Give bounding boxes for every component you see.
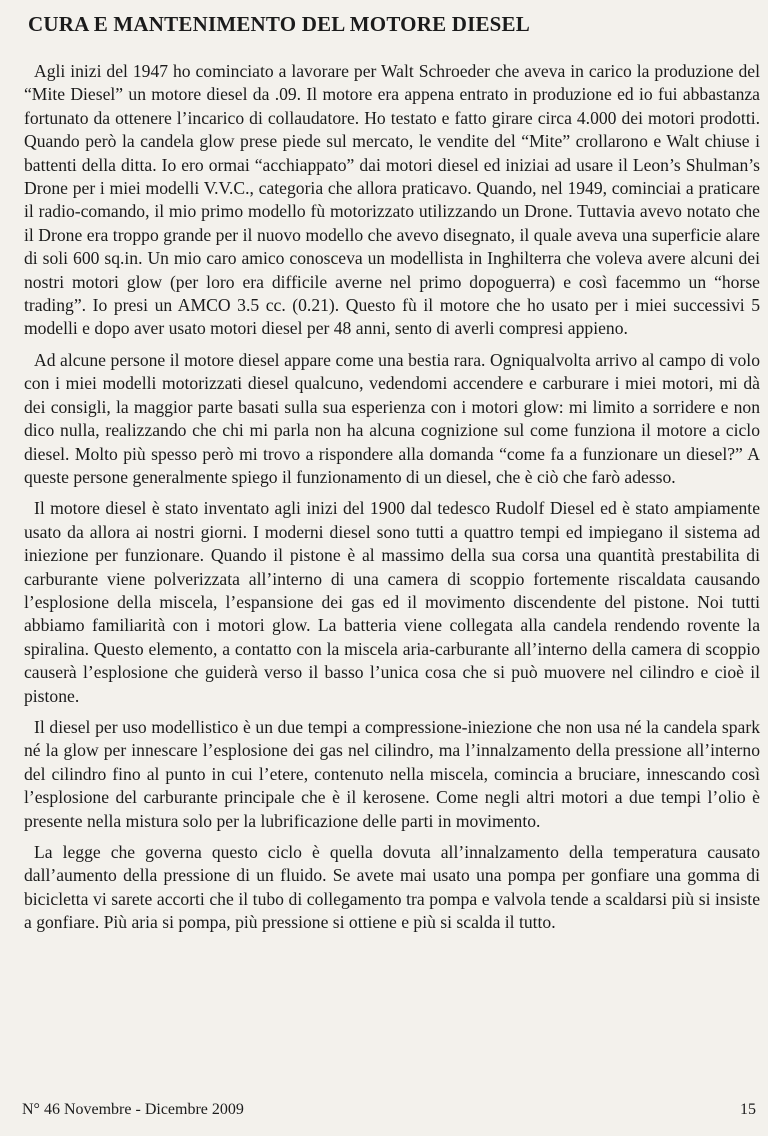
article-title: CURA E MANTENIMENTO DEL MOTORE DIESEL [28,12,530,36]
paragraph-4: Il diesel per uso modellistico è un due tempi a compressione-iniezione che non usa né la candela spark né la glow per innescare l’esplosione dei gas nel cilindro, ma l’innalzamento della pressione all’interno del cilindro fino al punto in cui l’etere, contenuto nella miscela, comincia a bruciare, innescando così l’esplosione del carburante principale che è il kerosene. Come negli altri motori a due tempi l’olio è presente nella mistura solo per la lubrificazione delle parti in movimento. [24,716,760,831]
article-body [24,60,760,943]
paragraph-2: Ad alcune persone il motore diesel appare come una bestia rara. Ogniqualvolta arrivo al campo di volo con i miei modelli motorizzati diesel qualcuno, vedendomi accendere e carburare i miei motori, mi dà dei consigli, la maggior parte basati sulla sua esperienza con i motori glow: mi limito a sorridere e non dico nulla, realizzando che chi mi parla non ha alcuna cognizione sul come funziona il motore a ciclo diesel. Molto più spesso però mi trovo a rispondere alla domanda “come fa a funzionare un diesel?” A queste persone generalmente spiego il funzionamento di un diesel, che è ciò che farò adesso. [24,349,760,487]
issue-footer: N° 46 Novembre - Dicembre 2009 [22,1101,244,1118]
paragraph-1: Agli inizi del 1947 ho cominciato a lavorare per Walt Schroeder che aveva in carico la produzione del “Mite Diesel” un motore diesel da .09. Il motore era appena entrato in produzione ed io fui abbastanza fortunato da ottenere l’incarico di collaudatore. Ho testato e fatto girare circa 4.000 dei motori prodotti. Quando però la candela glow prese piede sul mercato, le vendite del “Mite” crollarono e Walt chiuse i battenti della ditta. Io ero ormai “acchiappato” dai motori diesel ed iniziai ad usare il Leon’s Shulman’s Drone per i miei modelli V.V.C., categoria che allora praticavo. Quando, nel 1949, cominciai a praticare il radio-comando, il mio primo modello fù motorizzato utilizzando un Drone. Tuttavia avevo notato che il Drone era troppo grande per il nuovo modello che avevo disegnato, il quale aveva una superficie alare di soli 600 sq.in. Un mio caro amico conosceva un modellista in Inghilterra che voleva avere alcuni dei nostri motori glow (per loro era difficile averne nel primo dopoguerra) e così facemmo un “horse trading”. Io presi un AMCO 3.5 cc. (0.21). Questo fù il motore che ho usato per i miei successivi 5 modelli e dopo aver usato motori diesel per 48 anni, sento di averli compresi appieno. [24,61,760,339]
page-number: 15 [740,1101,756,1118]
paragraph-3: Il motore diesel è stato inventato agli inizi del 1900 dal tedesco Rudolf Diesel ed è stato ampiamente usato da allora ai nostri giorni. I moderni diesel sono tutti a quattro tempi ed impiegano il sistema ad iniezione per funzionare. Quando il pistone è al massimo della sua corsa una quantità prestabilita di carburante viene polverizzata all’interno di una camera di scoppio fortemente riscaldata causando l’esplosione della miscela, l’espansione dei gas ed il movimento discendente del pistone. Noi tutti abbiamo familiarità con i motori glow. La batteria viene collegata alla candela rendendo rovente la spiralina. Questo elemento, a contatto con la miscela aria-carburante all’interno della camera di scoppio causerà l’esplosione che guiderà verso il basso l’unica cosa che si può muovere nel cilindro e cioè il pistone. [24,498,760,706]
paragraph-5: La legge che governa questo ciclo è quella dovuta all’innalzamento della temperatura causato dall’aumento della pressione di un fluido. Se avete mai usato una pompa per gonfiare una gomma di bicicletta vi sarete accorti che il tubo di collegamento tra pompa e valvola tende a scaldarsi più si insiste a gonfiare. Più aria si pompa, più pressione si ottiene e più si scalda il tutto. [24,842,760,933]
